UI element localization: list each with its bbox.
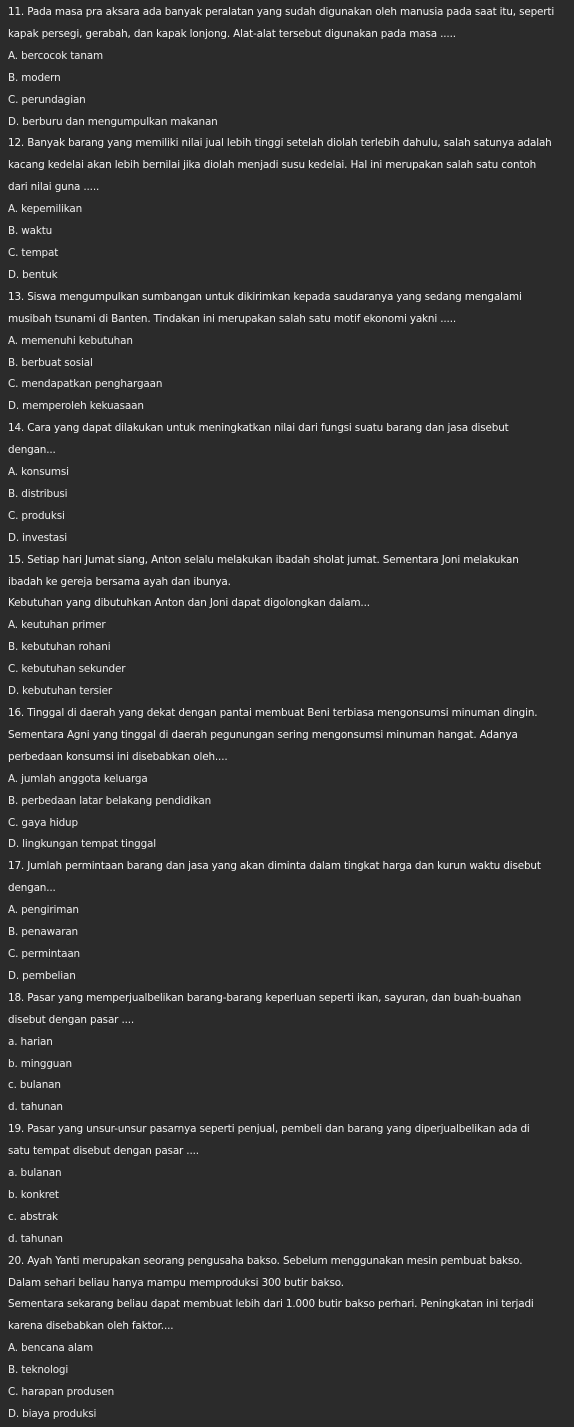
answer-option: D. bentuk: [8, 268, 58, 281]
answer-option: B. penawaran: [8, 926, 78, 939]
question-block-18: [8, 988, 570, 1119]
question-text-line: musibah tsunami di Banten. Tindakan ini merupakan salah satu motif ekonomi yakni .....: [8, 312, 457, 325]
answer-option: D. biaya produksi: [8, 1408, 97, 1420]
answer-option: C. produksi: [8, 509, 65, 522]
question-text-line: Kebutuhan yang dibutuhkan Anton dan Joni dapat digolongkan dalam...: [8, 597, 370, 610]
answer-option: C. permintaan: [8, 947, 80, 960]
answer-option: A. pengiriman: [8, 904, 79, 917]
answer-option: A. bercocok tanam: [8, 49, 103, 62]
answer-option: A. kepemilikan: [8, 203, 83, 216]
answer-option: a. harian: [8, 1035, 53, 1048]
question-text-line: kacang kedelai akan lebih bernilai jika diolah menjadi susu kedelai. Hal ini merupakan salah satu contoh: [8, 159, 537, 172]
answer-option: C. mendapatkan penghargaan: [8, 378, 163, 391]
answer-option: B. kebutuhan rohani: [8, 641, 111, 654]
question-text-line: 15. Setiap hari Jumat siang, Anton selalu melakukan ibadah sholat jumat. Sementara Joni melakukan: [8, 553, 519, 566]
question-text-line: ibadah ke gereja bersama ayah dan ibunya.: [8, 575, 231, 588]
question-block-15: [8, 550, 570, 703]
question-text-line: karena disebabkan oleh faktor....: [8, 1320, 174, 1333]
question-text-line: perbedaan konsumsi ini disebabkan oleh....: [8, 750, 228, 763]
question-text-line: 16. Tinggal di daerah yang dekat dengan pantai membuat Beni terbiasa mengonsumsi minuman dingin.: [8, 707, 538, 719]
answer-option: B. perbedaan latar belakang pendidikan: [8, 794, 212, 807]
answer-option: A. konsumsi: [8, 466, 69, 479]
answer-option: d. tahunan: [8, 1232, 63, 1245]
question-text-line: 11. Pada masa pra aksara ada banyak peralatan yang sudah digunakan oleh manusia pada saat itu, seperti: [8, 6, 555, 18]
question-document: [8, 2, 570, 1426]
answer-option: d. tahunan: [8, 1101, 63, 1114]
question-text-line: dengan...: [8, 882, 56, 895]
answer-option: A. bencana alam: [8, 1342, 93, 1355]
question-text-line: 13. Siswa mengumpulkan sumbangan untuk dikirimkan kepada saudaranya yang sedang mengalami: [8, 290, 522, 303]
question-block-19: [8, 1119, 570, 1250]
question-block-14: [8, 418, 570, 549]
answer-option: C. gaya hidup: [8, 816, 78, 829]
question-text-line: 20. Ayah Yanti merupakan seorang pengusaha bakso. Sebelum menggunakan mesin pembuat bakso.: [8, 1254, 523, 1267]
answer-option: B. teknologi: [8, 1364, 69, 1377]
answer-option: C. tempat: [8, 246, 59, 259]
answer-option: b. konkret: [8, 1188, 59, 1201]
question-text-line: 18. Pasar yang memperjualbelikan barang-barang keperluan seperti ikan, sayuran, dan buah-buahan: [8, 991, 521, 1004]
question-block-13: [8, 287, 570, 418]
question-block-20: [8, 1251, 570, 1426]
question-block-12: [8, 133, 570, 286]
answer-option: b. mingguan: [8, 1057, 72, 1070]
answer-option: C. kebutuhan sekunder: [8, 663, 126, 676]
question-block-11: [8, 2, 570, 133]
answer-option: c. abstrak: [8, 1210, 58, 1223]
question-text-line: Sementara sekarang beliau dapat membuat lebih dari 1.000 butir bakso perhari. Peningkatan ini terjadi: [8, 1298, 534, 1311]
answer-option: B. distribusi: [8, 487, 68, 500]
answer-option: B. berbuat sosial: [8, 356, 93, 369]
answer-option: D. memperoleh kekuasaan: [8, 400, 144, 413]
question-text-line: satu tempat disebut dengan pasar ....: [8, 1145, 199, 1158]
question-text-line: 14. Cara yang dapat dilakukan untuk meningkatkan nilai dari fungsi suatu barang dan jasa disebut: [8, 422, 509, 435]
question-text-line: dengan...: [8, 444, 56, 457]
answer-option: c. bulanan: [8, 1079, 61, 1092]
question-text-line: 17. Jumlah permintaan barang dan jasa yang akan diminta dalam tingkat harga dan kurun waktu disebut: [8, 860, 541, 873]
question-block-16: [8, 703, 570, 856]
question-text-line: Sementara Agni yang tinggal di daerah pegunungan sering mengonsumsi minuman hangat. Adanya: [8, 728, 518, 741]
answer-option: C. harapan produsen: [8, 1386, 115, 1399]
question-block-17: [8, 856, 570, 987]
question-text-line: 19. Pasar yang unsur-unsur pasarnya seperti penjual, pembeli dan barang yang diperjualbelikan ada di: [8, 1123, 530, 1136]
question-text-line: dari nilai guna .....: [8, 181, 100, 194]
answer-option: D. pembelian: [8, 969, 76, 982]
answer-option: D. investasi: [8, 531, 67, 544]
answer-option: B. waktu: [8, 225, 53, 238]
answer-option: D. kebutuhan tersier: [8, 685, 113, 698]
question-text-line: disebut dengan pasar ....: [8, 1013, 135, 1026]
answer-option: A. jumlah anggota keluarga: [8, 772, 148, 785]
answer-option: B. modern: [8, 71, 61, 84]
question-text-line: Dalam sehari beliau hanya mampu memproduksi 300 butir bakso.: [8, 1276, 344, 1289]
answer-option: C. perundagian: [8, 93, 86, 106]
answer-option: D. lingkungan tempat tinggal: [8, 838, 157, 851]
question-text-line: kapak persegi, gerabah, dan kapak lonjong. Alat-alat tersebut digunakan pada masa .....: [8, 27, 456, 40]
answer-option: A. keutuhan primer: [8, 619, 106, 632]
answer-option: a. bulanan: [8, 1167, 62, 1180]
question-text-line: 12. Banyak barang yang memiliki nilai jual lebih tinggi setelah diolah terlebih dahulu, salah satunya adalah: [8, 137, 552, 150]
answer-option: D. berburu dan mengumpulkan makanan: [8, 115, 218, 128]
answer-option: A. memenuhi kebutuhan: [8, 334, 133, 347]
